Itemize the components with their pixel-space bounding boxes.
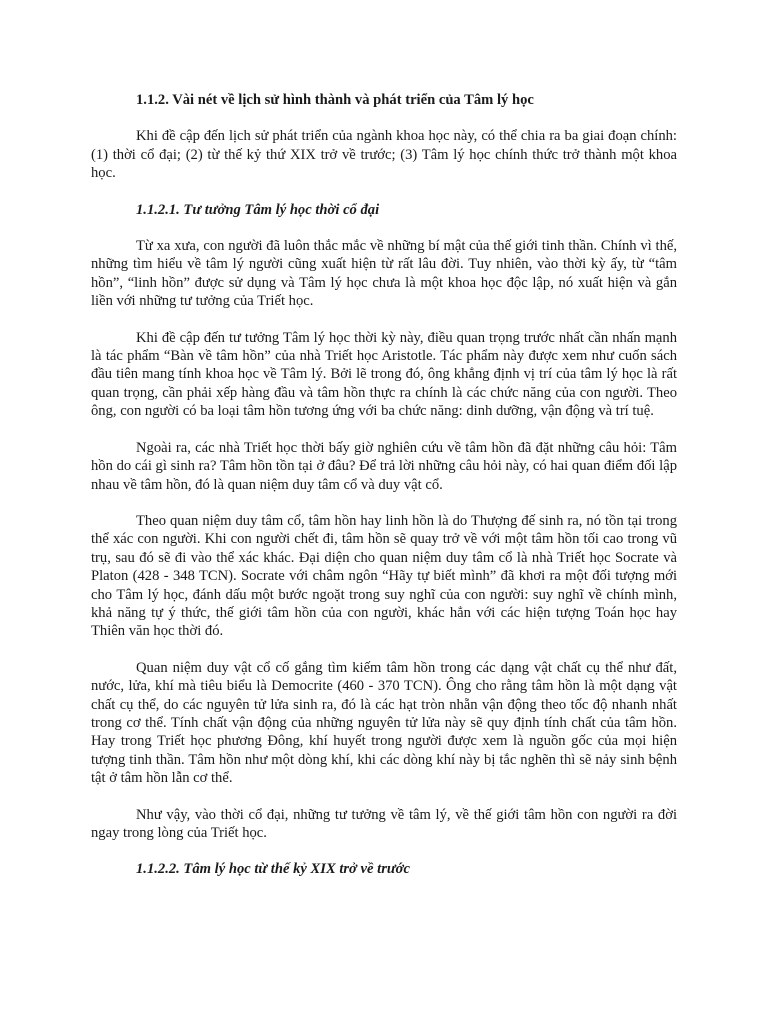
subsection-title-19th-century: 1.1.2.2. Tâm lý học từ thế kỷ XIX trở về trước xyxy=(136,861,410,878)
intro-paragraph: Khi đề cập đến lịch sử phát triển của ngành khoa học này, có thể chia ra ba giai đoạn chính: (1) thời cổ đại; (2) từ thế kỷ thứ XIX trở về trước; (3) Tâm lý học chính thức trở thành một khoa học. xyxy=(91,128,677,182)
subsection-title-ancient: 1.1.2.1. Tư tưởng Tâm lý học thời cổ đại xyxy=(136,201,380,218)
paragraph-2: Khi đề cập đến tư tưởng Tâm lý học thời kỳ này, điều quan trọng trước nhất cần nhấn mạnh là tác phẩm “Bàn về tâm hồn” của nhà Triết học Aristotle. Tác phẩm này được xem như cuốn sách đầu tiên mang tính khoa học về Tâm lý. Bởi lẽ trong đó, ông khẳng định vị trí của tâm lý học là rất quan trọng, cần phải xếp hàng đầu và tâm hồn thực ra chính là các chức năng của con người. Theo ông, con người có ba loại tâm hồn tương ứng với ba chức năng: dinh dưỡng, vận động và trí tuệ. xyxy=(91,329,677,420)
paragraph-1: Từ xa xưa, con người đã luôn thắc mắc về những bí mật của thế giới tinh thần. Chính vì thế, những tìm hiểu về tâm lý người cũng xuất hiện từ rất lâu đời. Tuy nhiên, vào thời kỳ ấy, từ “tâm hồn”, “linh hồn” được sử dụng và Tâm lý học chưa là một khoa học độc lập, nó xuất hiện và gắn liền với những tư tưởng của Triết học. xyxy=(91,238,677,310)
paragraph-4: Theo quan niệm duy tâm cổ, tâm hồn hay linh hồn là do Thượng đế sinh ra, nó tồn tại trong thể xác con người. Khi con người chết đi, tâm hồn sẽ quay trở về với một tâm hồn tối cao trong vũ trụ, sau đó sẽ đi vào thể xác khác. Đại diện cho quan niệm duy tâm cổ là nhà Triết học Socrate và Platon (428 - 348 TCN). Socrate với châm ngôn “Hãy tự biết mình” đã khơi ra một đối tượng mới cho Tâm lý học, đánh dấu một bước ngoặt trong suy nghĩ của con người: suy nghĩ về chính mình, khả năng tự ý thức, thế giới tâm hồn của con người, khác hẳn với các hiện tượng Toán học hay Thiên văn học thời đó. xyxy=(91,512,677,640)
paragraph-5: Quan niệm duy vật cổ cố gắng tìm kiếm tâm hồn trong các dạng vật chất cụ thể như đất, nước, lửa, khí mà tiêu biểu là Democrite (460 - 370 TCN). Ông cho rằng tâm hồn là một dạng vật chất cụ thể, do các nguyên tử lửa sinh ra, đó là các hạt tròn nhẵn vận động theo tốc độ nhanh nhất trong cơ thể. Tính chất vận động của những nguyên tử lửa này sẽ quy định tính chất của tâm hồn. Hay trong Triết học phương Đông, khí huyết trong người được xem là nguồn gốc của mọi hiện tượng tinh thần. Tâm hồn như một dòng khí, khi các dòng khí này bị tắc nghẽn thì sẽ nảy sinh bệnh tật ở tâm hồn lẫn cơ thể. xyxy=(91,659,677,787)
document-page xyxy=(91,91,677,897)
paragraph-3: Ngoài ra, các nhà Triết học thời bấy giờ nghiên cứu về tâm hồn đã đặt những câu hỏi: Tâm hồn do cái gì sinh ra? Tâm hồn tồn tại ở đâu? Để trả lời những câu hỏi này, có hai quan điểm đối lập nhau về tâm hồn, đó là quan niệm duy tâm cổ và duy vật cổ. xyxy=(91,439,677,493)
paragraph-6: Như vậy, vào thời cổ đại, những tư tưởng về tâm lý, về thế giới tâm hồn con người ra đời ngay trong lòng của Triết học. xyxy=(91,806,677,841)
section-heading: 1.1.2. Vài nét về lịch sử hình thành và phát triển của Tâm lý học xyxy=(136,92,534,108)
